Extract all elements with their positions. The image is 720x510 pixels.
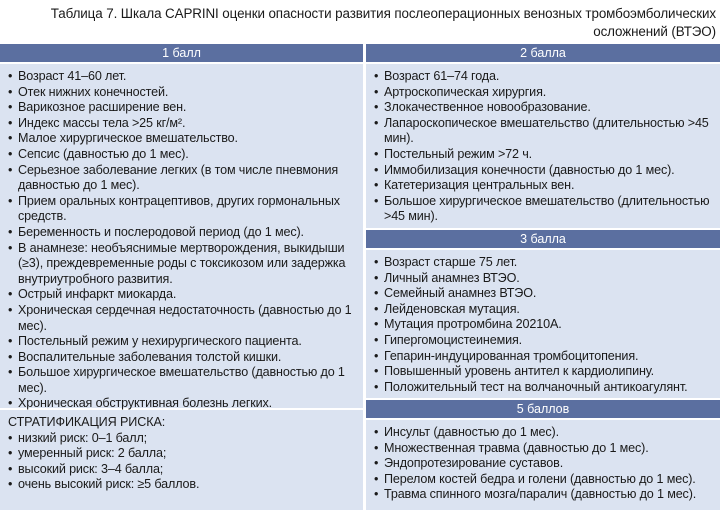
two-points-list [366, 69, 720, 225]
list-item: • Мутация протромбина 20210А. [366, 317, 720, 333]
header-five-points: 5 баллов [366, 400, 720, 418]
list-item: • Положительный тест на волчаночный антикоагулянт. [366, 380, 720, 396]
list-item: • Сепсис (давностью до 1 мес). [0, 147, 363, 163]
list-item: • В анамнезе: необъяснимые мертворождения, выкидыши (≥3), преждевременные роды с токсикозом или задержка внутриутробного развития. [0, 241, 363, 288]
list-item: • Возраст 41–60 лет. [0, 69, 363, 85]
list-item: • Катетеризация центральных вен. [366, 178, 720, 194]
three-points-list [366, 255, 720, 395]
table-caption: Таблица 7. Шкала CAPRINI оценки опасности развития послеоперационных венозных тромбоэмболических осложнений (ВТЭО) [50, 6, 716, 39]
header-one-point: 1 балл [0, 44, 363, 62]
panel-two-points [366, 64, 720, 228]
caprini-table [0, 44, 720, 510]
list-item: • Артроскопическая хирургия. [366, 85, 720, 101]
list-item: • Иммобилизация конечности (давностью до 1 мес). [366, 163, 720, 179]
list-item: • Отек нижних конечностей. [0, 85, 363, 101]
header-two-points: 2 балла [366, 44, 720, 62]
one-point-list [0, 69, 363, 412]
list-item: • Хроническая сердечная недостаточность (давностью до 1 мес). [0, 303, 363, 334]
list-item: • Инсульт (давностью до 1 мес). [366, 425, 720, 441]
list-item: • Злокачественное новообразование. [366, 100, 720, 116]
list-item: • Семейный анамнез ВТЭО. [366, 286, 720, 302]
list-item: • умеренный риск: 2 балла; [0, 446, 363, 462]
list-item: • Гипергомоцистеинемия. [366, 333, 720, 349]
list-item: • Возраст старше 75 лет. [366, 255, 720, 271]
panel-stratification [0, 410, 363, 510]
header-three-points: 3 балла [366, 230, 720, 248]
list-item: • Лапароскопическое вмешательство (длительностью >45 мин). [366, 116, 720, 147]
column-one-point [0, 44, 363, 510]
panel-one-point [0, 64, 363, 411]
stratification-title: СТРАТИФИКАЦИЯ РИСКА: [8, 415, 166, 429]
stratification-list [0, 431, 363, 493]
list-item: • Личный анамнез ВТЭО. [366, 271, 720, 287]
list-item: • низкий риск: 0–1 балл; [0, 431, 363, 447]
list-item: • Возраст 61–74 года. [366, 69, 720, 85]
list-item: • Большое хирургическое вмешательство (давностью до 1 мес). [0, 365, 363, 396]
panel-three-points [366, 250, 720, 398]
list-item: • Постельный режим >72 ч. [366, 147, 720, 163]
list-item: • Серьезное заболевание легких (в том числе пневмония давностью до 1 мес). [0, 163, 363, 194]
list-item: • Прием оральных контрацептивов, других гормональных средств. [0, 194, 363, 225]
panel-five-points [366, 420, 720, 510]
list-item: • высокий риск: 3–4 балла; [0, 462, 363, 478]
list-item: • Острый инфаркт миокарда. [0, 287, 363, 303]
list-item: • Гепарин-индуцированная тромбоцитопения. [366, 349, 720, 365]
list-item: • Перелом костей бедра и голени (давностью до 1 мес). [366, 472, 720, 488]
list-item: • Травма спинного мозга/паралич (давностью до 1 мес). [366, 487, 720, 503]
list-item: • Повышенный уровень антител к кардиолипину. [366, 364, 720, 380]
list-item: • Малое хирургическое вмешательство. [0, 131, 363, 147]
list-item: • Варикозное расширение вен. [0, 100, 363, 116]
column-right [366, 44, 720, 510]
five-points-list [366, 425, 720, 503]
list-item: • Эндопротезирование суставов. [366, 456, 720, 472]
list-item: • Хроническая обструктивная болезнь легких. [0, 396, 363, 412]
list-item: • Большое хирургическое вмешательство (длительностью >45 мин). [366, 194, 720, 225]
list-item: • очень высокий риск: ≥5 баллов. [0, 477, 363, 493]
list-item: • Воспалительные заболевания толстой кишки. [0, 350, 363, 366]
list-item: • Множественная травма (давностью до 1 мес). [366, 441, 720, 457]
list-item: • Беременность и послеродовой период (до 1 мес). [0, 225, 363, 241]
list-item: • Индекс массы тела >25 кг/м². [0, 116, 363, 132]
list-item: • Постельный режим у нехирургического пациента. [0, 334, 363, 350]
list-item: • Лейденовская мутация. [366, 302, 720, 318]
